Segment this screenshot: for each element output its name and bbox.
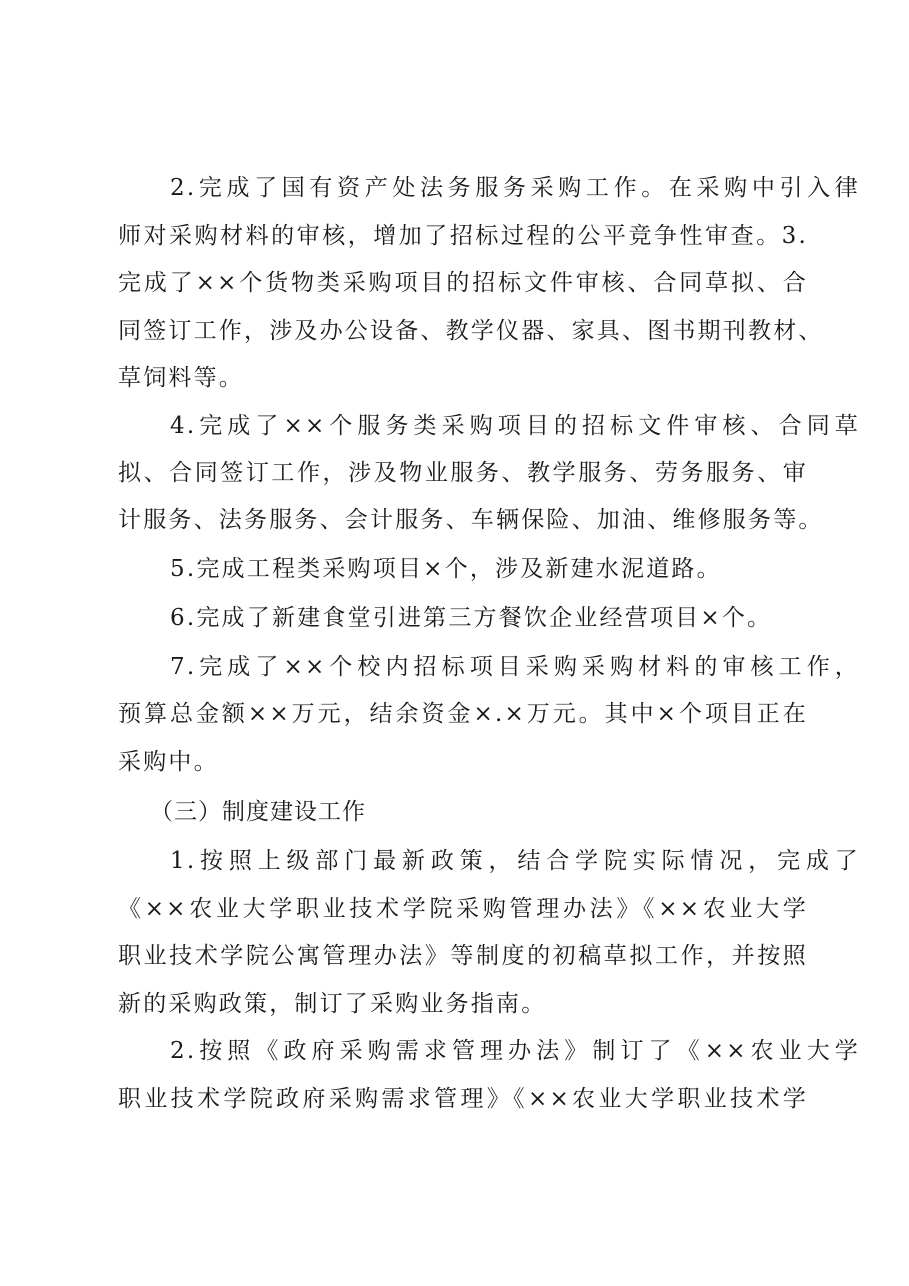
paragraph-line: 2.完成了国有资产处法务服务采购工作。在采购中引入律 — [170, 175, 860, 201]
paragraph-line: 2.按照《政府采购需求管理办法》制订了《××农业大学 — [170, 1038, 860, 1064]
paragraph-line: 职业技术学院政府采购需求管理》《××农业大学职业技术学 — [118, 1086, 808, 1112]
paragraph-line: 6.完成了新建食堂引进第三方餐饮企业经营项目×个。 — [170, 605, 773, 631]
paragraph-line: 《××农业大学职业技术学院采购管理办法》《××农业大学 — [118, 896, 808, 922]
paragraph-line: 计服务、法务服务、会计服务、车辆保险、加油、维修服务等。 — [118, 507, 824, 533]
paragraph-line: 新的采购政策，制订了采购业务指南。 — [118, 991, 547, 1017]
paragraph-line: 4.完成了××个服务类采购项目的招标文件审核、合同草 — [170, 413, 860, 439]
paragraph-line: 5.完成工程类采购项目×个，涉及新建水泥道路。 — [170, 556, 722, 582]
paragraph-line: 职业技术学院公寓管理办法》等制度的初稿草拟工作，并按照 — [118, 943, 808, 969]
paragraph-line: 草饲料等。 — [118, 365, 244, 391]
paragraph-line: 采购中。 — [118, 749, 219, 775]
paragraph-line: 预算总金额××万元，结余资金×.×万元。其中×个项目正在 — [118, 701, 808, 727]
paragraph-line: 完成了××个货物类采购项目的招标文件审核、合同草拟、合 — [118, 270, 808, 296]
paragraph-line: 同签订工作，涉及办公设备、教学仪器、家具、图书期刊教材、 — [118, 318, 824, 344]
paragraph-line: 1.按照上级部门最新政策，结合学院实际情况，完成了 — [170, 848, 860, 874]
paragraph-line: 师对采购材料的审核，增加了招标过程的公平竞争性审查。3. — [118, 223, 808, 249]
section-heading: （三）制度建设工作 — [150, 799, 366, 825]
paragraph-line: 7.完成了××个校内招标项目采购采购材料的审核工作， — [170, 654, 860, 680]
paragraph-line: 拟、合同签订工作，涉及物业服务、教学服务、劳务服务、审 — [118, 460, 808, 486]
